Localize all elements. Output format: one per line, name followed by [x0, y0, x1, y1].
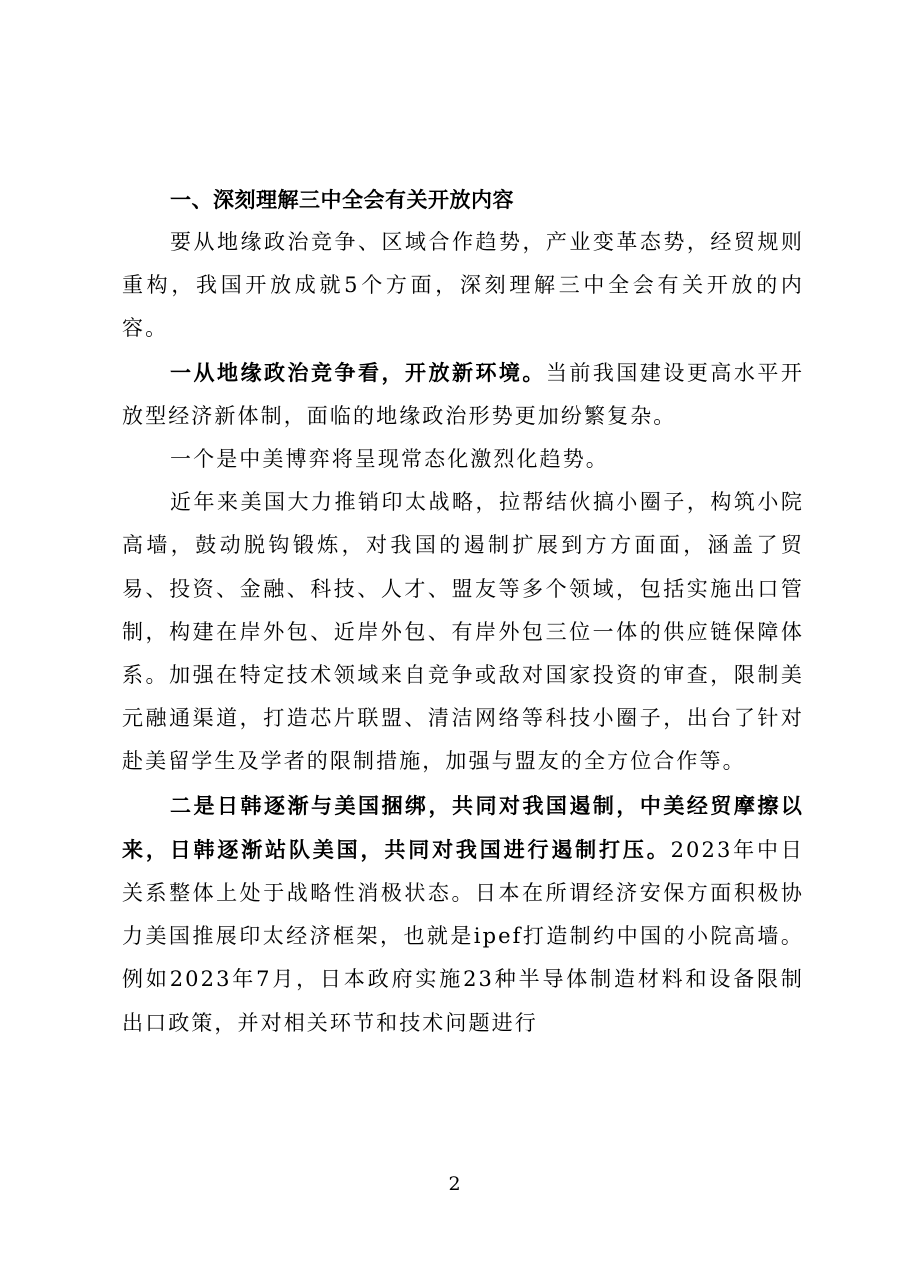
paragraph-5-text: 2023年中日关系整体上处于战略性消极状态。日本在所谓经济安保方面积极协力美国推展印太经济框架，也就是ipef打造制约中国的小院高墙。例如2023年7月，日本政府实施23种半导体制造材料和设备限制出口政策，并对相关环节和技术问题进行: [122, 837, 804, 1035]
section-heading: 一、深刻理解三中全会有关开放内容: [170, 187, 514, 212]
paragraph-3: [122, 438, 804, 481]
paragraph-2: [122, 351, 804, 438]
paragraph-4-text: 近年来美国大力推销印太战略，拉帮结伙搞小圈子，构筑小院高墙，鼓动脱钩锻炼，对我国的遏制扩展到方方面面，涵盖了贸易、投资、金融、科技、人才、盟友等多个领域，包括实施出口管制，构建在岸外包、近岸外包、有岸外包三位一体的供应链保障体系。加强在特定技术领域来自竞争或敌对国家投资的审查，限制美元融通渠道，打造芯片联盟、清洁网络等科技小圈子，出台了针对赴美留学生及学者的限制措施，加强与盟友的全方位合作等。: [122, 490, 804, 774]
document-page: [122, 178, 804, 1045]
paragraph-4: [122, 481, 804, 783]
paragraph-2-text: 当前我国建设更高水平开放型经济新体制，面临的地缘政治形势更加纷繁复杂。: [122, 360, 804, 428]
paragraph-5-bold-lead: 二是日韩逐渐与美国捆绑，共同对我国遏制，中美经贸摩擦以来，日韩逐渐站队美国，共同对我国进行遏制打压。: [122, 792, 804, 862]
paragraph-3-text: 一个是中美博弈将呈现常态化激烈化趋势。: [170, 447, 609, 472]
paragraph-1: [122, 221, 804, 351]
paragraph-2-bold-lead: 一从地缘政治竞争看，开放新环境。: [170, 359, 546, 385]
paragraph-1-text: 要从地缘政治竞争、区域合作趋势，产业变革态势，经贸规则重构，我国开放成就5个方面，深刻理解三中全会有关开放的内容。: [122, 230, 804, 341]
page-number: 2: [448, 1173, 461, 1195]
paragraph-5: [122, 784, 804, 1045]
